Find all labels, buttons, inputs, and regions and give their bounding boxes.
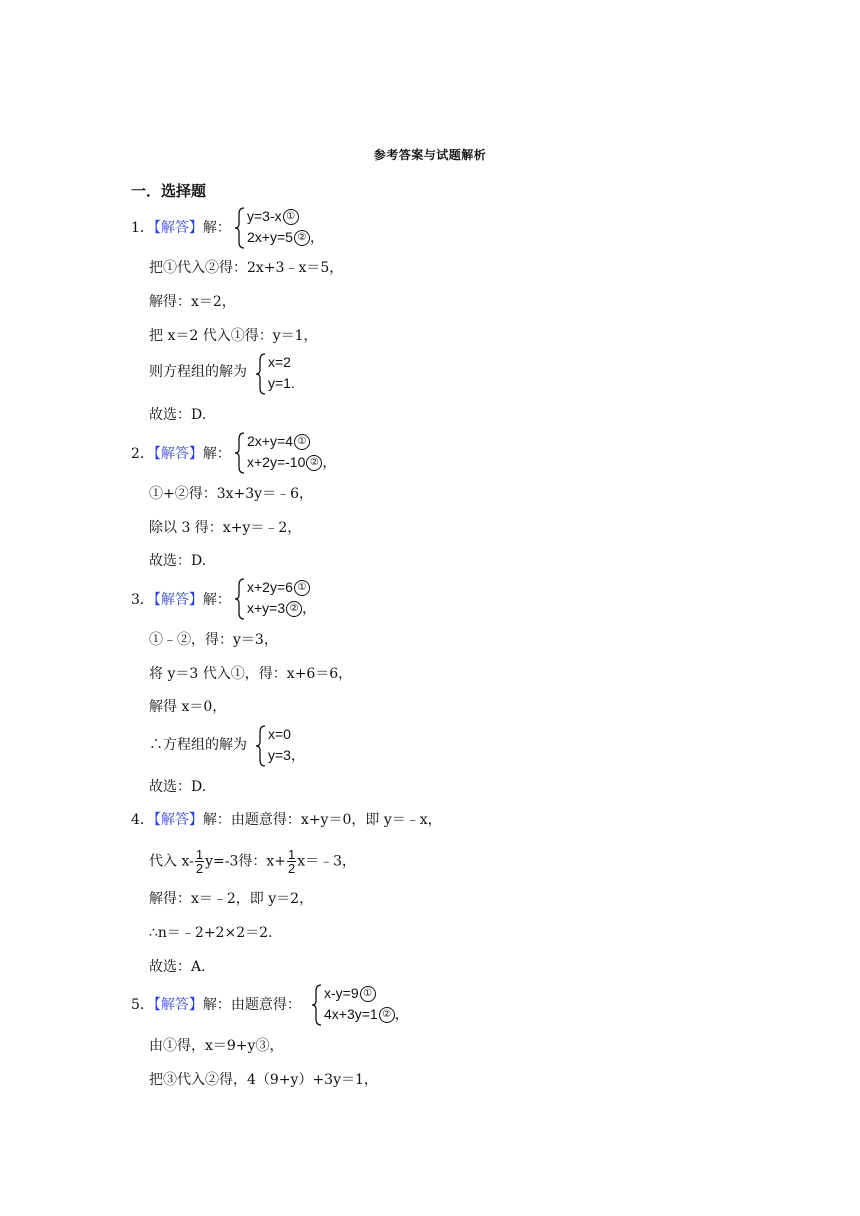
q1-line3: 把 x＝2 代入①得：y＝1， [149, 328, 318, 344]
q5-eq1: x-y=9 [324, 985, 359, 1001]
q1-line4-text: 则方程组的解为 [149, 364, 247, 380]
q1-number: 1． [131, 220, 154, 236]
q3-intro: 解： [202, 592, 231, 608]
answer-tag: 【解答】 [153, 997, 203, 1013]
q5-mark2: ② [379, 1007, 395, 1023]
q4-line1-pre: 代入 x- [149, 853, 194, 870]
q5-equation-system [311, 983, 431, 1027]
q3-eq2: x+y=3 [247, 600, 286, 616]
q2-mark2: ② [306, 455, 322, 471]
brace-icon [255, 724, 267, 768]
answer-tag: 【解答】 [153, 592, 203, 608]
q4-number: 4． [131, 812, 154, 828]
q4-line0: 解：由题意得：x+y＝0，即 y＝﹣x， [202, 812, 442, 828]
q3-sol-x: x=0 [268, 726, 291, 742]
q3-comma: ， [302, 600, 317, 616]
q2-intro: 解： [202, 446, 231, 462]
q3-mark2: ② [286, 601, 302, 617]
q4-line2: 解得：x＝﹣2，即 y＝2， [149, 891, 314, 907]
q1-equation-system [234, 206, 344, 250]
q2-eq2: x+2y=-10 [247, 454, 306, 470]
q3-sol-end: ， [290, 747, 305, 763]
q4-line4: 故选：A. [149, 959, 206, 975]
answer-tag: 【解答】 [153, 812, 203, 828]
q1-eq2: 2x+y=5 [247, 229, 293, 245]
q5-comma: ， [394, 1006, 409, 1022]
q4-line1 [149, 848, 356, 875]
q3-sol-y: y=3 [268, 747, 291, 763]
q2-comma: ， [322, 454, 337, 470]
q1-solution-system [255, 352, 315, 396]
half-fraction: $\frac{1}{2}$ [287, 847, 296, 876]
q2-number: 2． [131, 446, 154, 462]
q3-line1: ①﹣②，得：y＝3， [149, 632, 278, 648]
section-heading: 一．选择题 [131, 182, 207, 200]
q5-eq2: 4x+3y=1 [324, 1006, 378, 1022]
half-fraction: $\frac{1}{2}$ [195, 847, 204, 876]
q1-line2: 解得：x＝2， [149, 294, 236, 310]
q3-eq1: x+2y=6 [247, 579, 293, 595]
q5-header [131, 995, 301, 1015]
brace-icon [234, 431, 246, 475]
q2-line2: 除以 3 得：x+y＝﹣2， [149, 520, 302, 536]
q2-line3: 故选：D. [149, 553, 207, 569]
answer-tag: 【解答】 [153, 220, 203, 236]
q1-mark1: ① [283, 209, 299, 225]
q1-eq1: y=3-x [247, 208, 282, 224]
q4-line1-post: x＝﹣3， [297, 853, 357, 870]
q1-mark2: ② [294, 230, 310, 246]
brace-icon [234, 577, 246, 621]
q5-line2: 把③代入②得，4（9+y）+3y＝1， [149, 1072, 378, 1088]
q2-line1: ①+②得：3x+3y＝﹣6， [149, 486, 313, 502]
q1-sol-x: x=2 [268, 354, 291, 370]
q4-line1-mid: y=-3得：x+ [205, 853, 286, 870]
brace-icon [311, 983, 323, 1027]
q1-line4 [149, 362, 247, 382]
q5-line1: 由①得，x＝9+y③， [149, 1038, 284, 1054]
q3-line4-text: ∴方程组的解为 [149, 737, 247, 753]
q5-number: 5． [131, 997, 154, 1013]
q1-sol-end: . [290, 375, 295, 391]
q3-line4 [149, 735, 247, 755]
q1-line1: 把①代入②得：2x+3﹣x＝5， [149, 260, 344, 276]
q1-line5: 故选：D. [149, 407, 207, 423]
q2-mark1: ① [294, 434, 310, 450]
brace-icon [255, 352, 267, 396]
q3-solution-system [255, 724, 315, 768]
q3-line2: 将 y＝3 代入①，得：x+6＝6， [149, 666, 353, 682]
q3-number: 3． [131, 592, 154, 608]
q3-line5: 故选：D. [149, 779, 207, 795]
page-title: 参考答案与试题解析 [373, 148, 487, 162]
q1-intro: 解： [202, 220, 231, 236]
q2-equation-system [234, 431, 364, 475]
q3-equation-system [234, 577, 344, 621]
q3-line3: 解得 x＝0， [149, 699, 227, 715]
q5-intro: 解：由题意得： [202, 997, 301, 1013]
q1-header [131, 218, 231, 238]
q4-line3: ∴n＝﹣2+2×2＝2. [149, 925, 273, 941]
answer-tag: 【解答】 [153, 446, 203, 462]
q4-header [131, 810, 442, 830]
q1-sol-y: y=1 [268, 375, 291, 391]
q3-header [131, 590, 231, 610]
q2-eq1: 2x+y=4 [247, 433, 293, 449]
q1-comma: ， [309, 229, 324, 245]
q2-header [131, 444, 231, 464]
brace-icon [234, 206, 246, 250]
q3-mark1: ① [294, 580, 310, 596]
q5-mark1: ① [360, 986, 376, 1002]
